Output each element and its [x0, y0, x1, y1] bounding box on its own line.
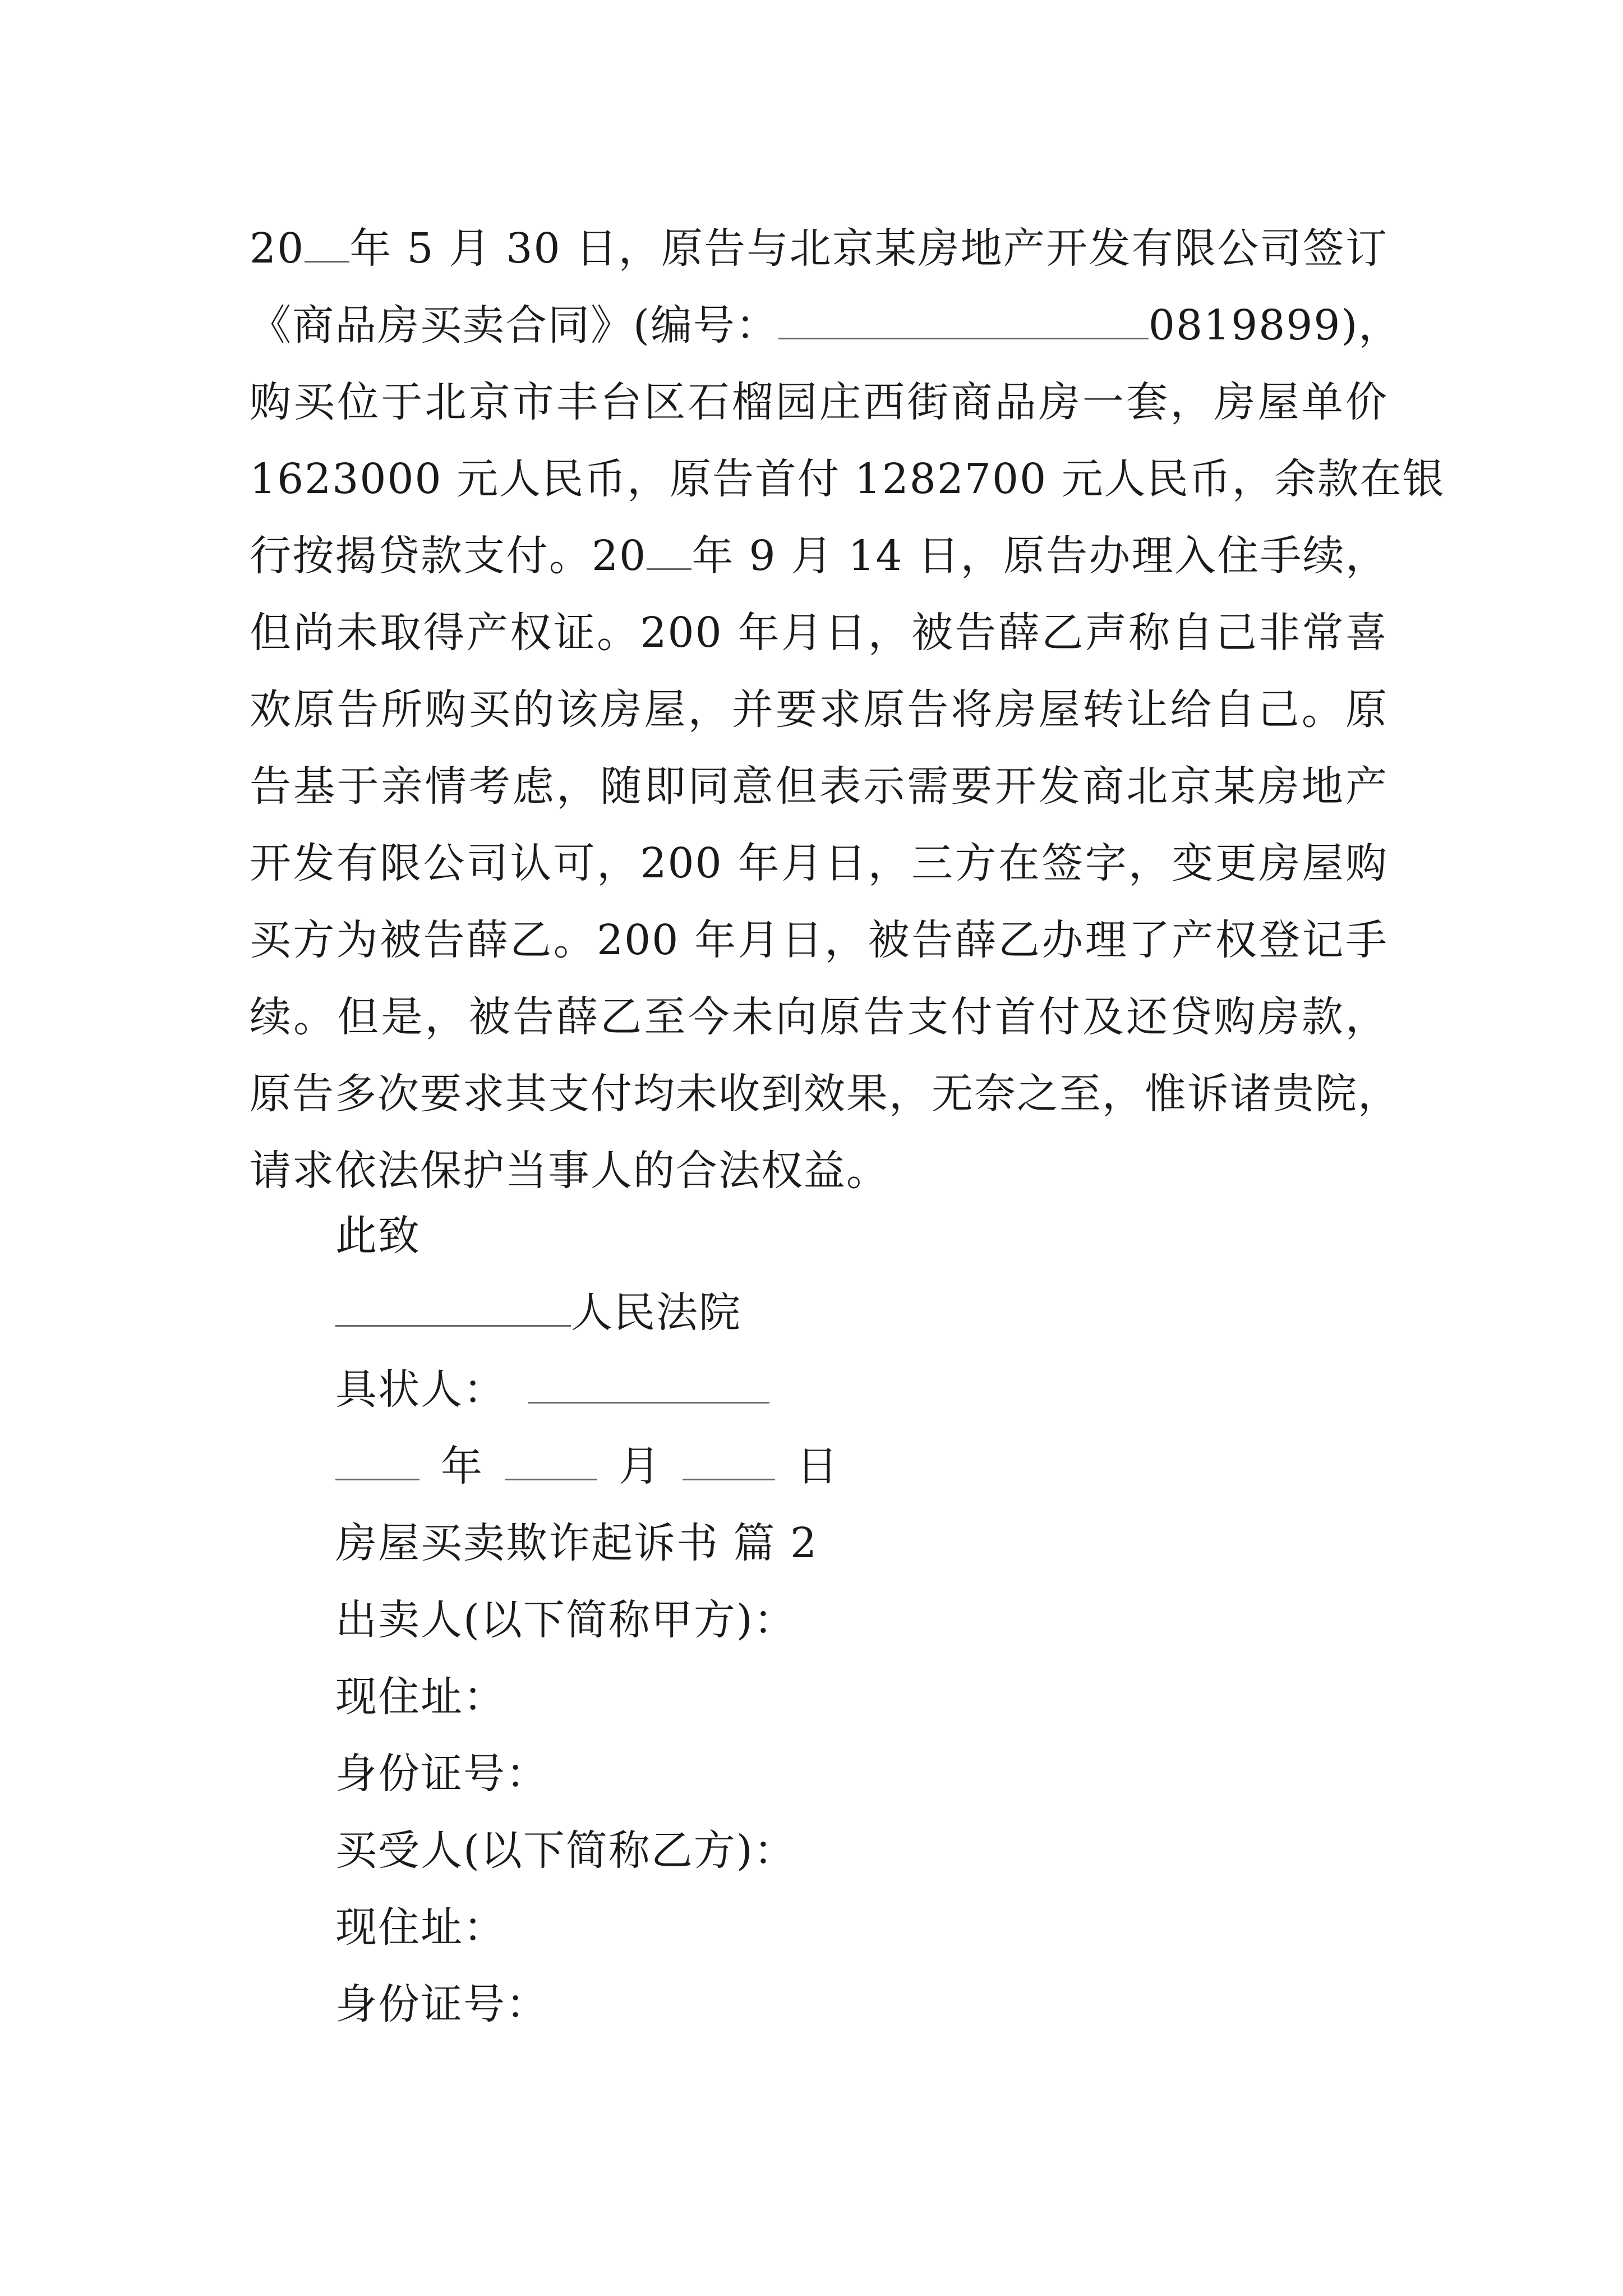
paragraph-line: 开发有限公司认可，200 年月日，三方在签字，变更房屋购	[250, 839, 1388, 887]
line-text: 年 5 月 30 日，原告与北京某房地产开发有限公司签订	[349, 224, 1388, 273]
day-blank	[683, 1442, 775, 1480]
plaintiff-name-blank	[528, 1365, 769, 1404]
plaintiff-label: 具状人：	[335, 1365, 506, 1414]
paragraph-line: 请求依法保护当事人的合法权益。	[250, 1147, 889, 1195]
paragraph-line: 购买位于北京市丰台区石榴园庄西街商品房一套，房屋单价	[250, 378, 1388, 426]
court-name-blank	[335, 1288, 571, 1327]
paragraph-line	[250, 518, 1388, 595]
year-prefix: 20	[250, 224, 305, 273]
buyer-label: 买受人(以下简称乙方)：	[335, 1826, 796, 1875]
month-label: 月	[619, 1442, 661, 1490]
year-label: 年	[441, 1442, 483, 1490]
paragraph-line: 原告多次要求其支付均未收到效果，无奈之至，惟诉诸贵院，	[250, 1070, 1400, 1118]
year-blank	[647, 531, 691, 570]
buyer-id-label: 身份证号：	[335, 1980, 548, 2028]
paragraph-line: 续。但是，被告薛乙至今未向原告支付首付及还贷购房款，	[250, 993, 1388, 1041]
court-suffix: 人民法院	[571, 1289, 741, 1337]
seller-label: 出卖人(以下简称甲方)：	[335, 1596, 796, 1644]
section-title: 房屋买卖欺诈起诉书 篇 2	[335, 1519, 818, 1567]
date-line	[335, 1428, 839, 1505]
year-blank	[305, 224, 349, 263]
seller-address-label: 现住址：	[335, 1673, 506, 1721]
paragraph-line: 但尚未取得产权证。200 年月日，被告薛乙声称自己非常喜	[250, 609, 1388, 657]
complaint-body-paragraph	[250, 210, 1445, 1209]
line-text: 年 9 月 14 日，原告办理入住手续，	[691, 532, 1388, 580]
buyer-address-label: 现住址：	[335, 1903, 506, 1952]
paragraph-line: 告基于亲情考虑，随即同意但表示需要开发商北京某房地产	[250, 762, 1388, 811]
contract-number-blank	[778, 301, 1149, 339]
contract-title-text: 《商品房买卖合同》(编号：	[250, 301, 778, 349]
paragraph-line	[250, 287, 1401, 364]
month-blank	[505, 1442, 597, 1480]
year-blank	[335, 1442, 419, 1480]
contract-number-suffix: 0819899)，	[1148, 301, 1401, 349]
closing-salutation: 此致	[335, 1212, 421, 1260]
paragraph-line	[250, 210, 1388, 287]
paragraph-line: 欢原告所购买的该房屋，并要求原告将房屋转让给自己。原	[250, 685, 1388, 734]
court-line	[335, 1274, 741, 1351]
day-label: 日	[796, 1442, 839, 1490]
seller-id-label: 身份证号：	[335, 1750, 548, 1798]
paragraph-line: 1623000 元人民币，原告首付 1282700 元人民币，余款在银	[250, 455, 1445, 503]
line-text: 行按揭贷款支付。20	[250, 532, 647, 580]
paragraph-line: 买方为被告薛乙。200 年月日，被告薛乙办理了产权登记手	[250, 916, 1388, 964]
plaintiff-line	[335, 1351, 769, 1428]
